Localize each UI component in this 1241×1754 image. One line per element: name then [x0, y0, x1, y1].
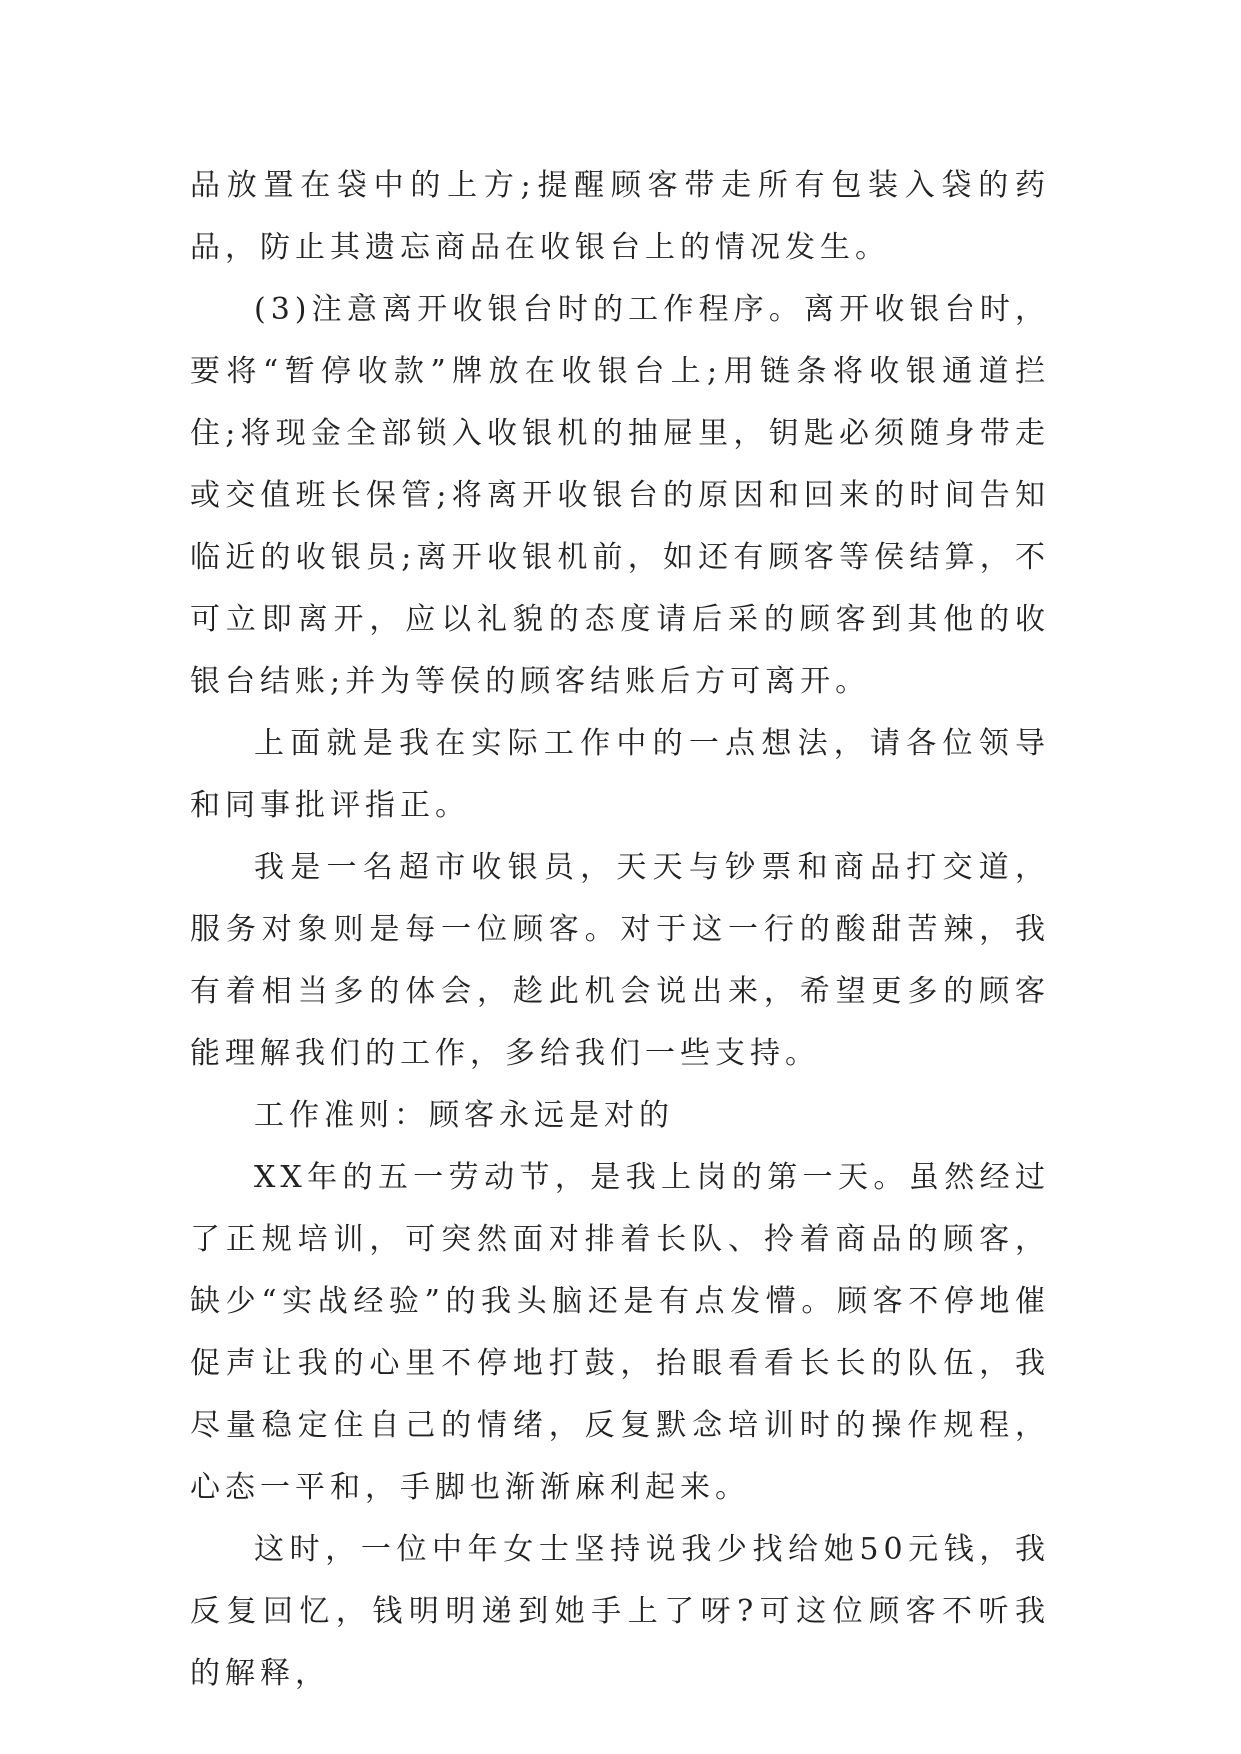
paragraph-1: 品放置在袋中的上方;提醒顾客带走所有包装入袋的药品，防止其遗忘商品在收银台上的情况发生。 [190, 168, 1050, 265]
paragraph-4: 我是一名超市收银员，天天与钞票和商品打交道，服务对象则是每一位顾客。对于这一行的酸甜苦辣，我有着相当多的体会，趁此机会说出来，希望更多的顾客能理解我们的工作，多给我们一些支持。 [190, 850, 1050, 1071]
paragraph-7: 这时，一位中年女士坚持说我少找给她50元钱，我反复回忆，钱明明递到她手上了呀?可这位顾客不听我的解释， [190, 1532, 1050, 1691]
paragraph-3: 上面就是我在实际工作中的一点想法，请各位领导和同事批评指正。 [190, 726, 1050, 823]
paragraph-6: XX年的五一劳动节，是我上岗的第一天。虽然经过了正规培训，可突然面对排着长队、拎着商品的顾客，缺少“实战经验”的我头脑还是有点发懵。顾客不停地催促声让我的心里不停地打鼓，抬眼看看长长的队伍，我尽量稳定住自己的情绪，反复默念培训时的操作规程，心态一平和，手脚也渐渐麻利起来。 [190, 1160, 1050, 1505]
paragraph-5: 工作准则：顾客永远是对的 [254, 1098, 674, 1133]
document-body [190, 155, 1050, 1705]
paragraph-2: (3)注意离开收银台时的工作程序。离开收银台时，要将“暂停收款”牌放在收银台上;用链条将收银通道拦住;将现金全部锁入收银机的抽屉里，钥匙必须随身带走或交值班长保管;将离开收银台的原因和回来的时间告知临近的收银员;离开收银机前，如还有顾客等侯结算，不可立即离开，应以礼貌的态度请后采的顾客到其他的收银台结账;并为等侯的顾客结账后方可离开。 [190, 292, 1050, 699]
